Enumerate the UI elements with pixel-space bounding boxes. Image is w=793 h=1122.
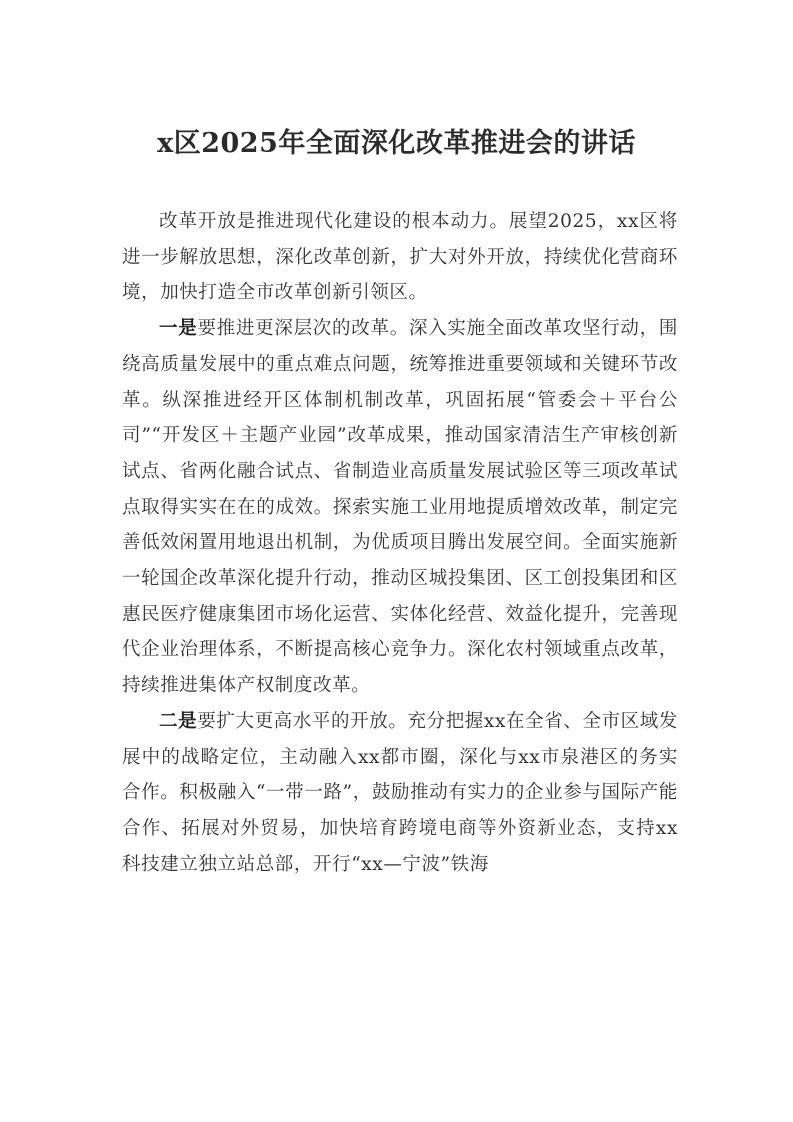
paragraph-opening-lead: 二是 (159, 710, 198, 732)
paragraph-reform (122, 311, 678, 704)
paragraph-reform-lead: 一是 (159, 318, 198, 340)
paragraph-reform-text: 要推进更深层次的改革。深入实施全面改革攻坚行动，围绕高质量发展中的重点难点问题，统筹推进重要领域和关键环节改革。纵深推进经开区体制机制改革，巩固拓展“管委会＋平台公司”“开发区＋主题产业园”改革成果，推动国家清洁生产审核创新试点、省两化融合试点、省制造业高质量发展试验区等三项改革试点取得实实在在的成效。探索实施工业用地提质增效改革，制定完善低效闲置用地退出机制，为优质项目腾出发展空间。全面实施新一轮国企改革深化提升行动，推动区城投集团、区工创投集团和区惠民医疗健康集团市场化运营、实体化经营、效益化提升，完善现代企业治理体系，不断提高核心竞争力。深化农村领域重点改革，持续推进集体产权制度改革。 (122, 318, 678, 697)
paragraph-intro (122, 204, 678, 311)
paragraph-opening (122, 704, 678, 883)
document-title: x区2025年全面深化改革推进会的讲话 (157, 128, 636, 159)
document-body (122, 204, 678, 882)
paragraph-intro-text: 改革开放是推进现代化建设的根本动力。展望2025，xx区将进一步解放思想，深化改革创新，扩大对外开放，持续优化营商环境，加快打造全市改革创新引领区。 (122, 211, 678, 304)
paragraph-opening-text: 要扩大更高水平的开放。充分把握xx在全省、全市区域发展中的战略定位，主动融入xx都市圈，深化与xx市泉港区的务实合作。积极融入“一带一路”，鼓励推动有实力的企业参与国际产能合作、拓展对外贸易，加快培育跨境电商等外资新业态，支持xx科技建立独立站总部，开行“xx—宁波”铁海 (122, 710, 679, 875)
